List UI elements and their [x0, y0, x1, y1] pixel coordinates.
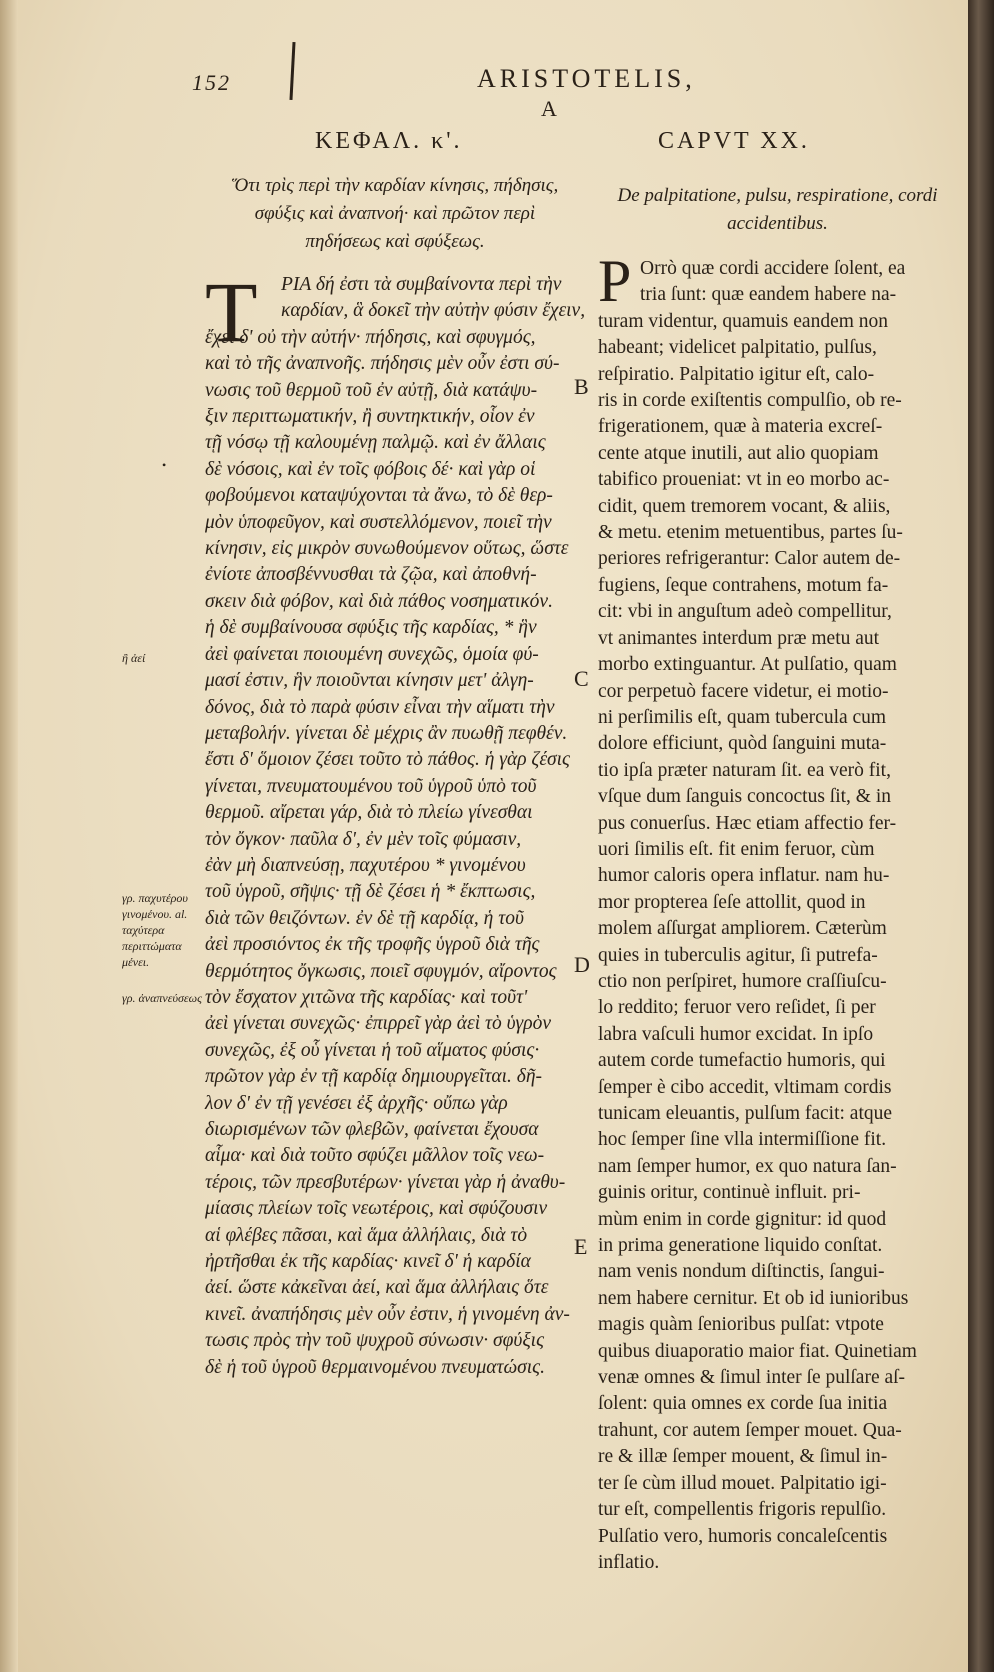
- text-line: κινεῖ. ἀναπήδησις μὲν οὖν ἐστιν, ἡ γινομένη ἀν-: [205, 1303, 570, 1325]
- summary-line: De palpitatione, pulsu, respiratione, cordi: [617, 185, 938, 206]
- text-line: ἔστι δ' ὅμοιον ζέσει τοῦτο τὸ πάθος. ἡ γὰρ ζέσις: [205, 749, 570, 771]
- side-letter-e: E: [574, 1234, 588, 1259]
- text-line: ξιν περιττωματικήν, ἢ συντηκτικήν, οἷον ἐν: [205, 406, 535, 428]
- book-edge: [968, 0, 994, 1672]
- text-line: habeant; videlicet palpitatio, pulſus,: [598, 337, 877, 359]
- text-line: ni perſimilis eſt, quam tubercula cum: [598, 706, 887, 728]
- text-line: ἡ δὲ συμβαίνουσα σφύξις τῆς καρδίας, * ἣν: [205, 617, 537, 639]
- text-line: ἔχει δ' οὐ τὴν αὐτήν· πήδησις, καὶ σφυγμός,: [205, 326, 536, 348]
- chapter-summary-latin: [610, 182, 945, 238]
- text-line: διὰ τῶν θειζόντων. ἐν δὲ τῇ καρδίᾳ, ἡ τοῦ: [205, 907, 524, 929]
- text-line: διωρισμένων τῶν φλεβῶν, φαίνεται ἔχουσα: [205, 1119, 539, 1140]
- text-line: trahunt, cor autem ſemper mouet. Qua-: [598, 1419, 902, 1441]
- side-letter-c: C: [574, 666, 589, 691]
- page-number: 152: [192, 70, 231, 95]
- text-line: uori ſimilis eſt. fit enim feruor, cùm: [598, 838, 875, 860]
- text-line: lo reddito; feruor vero reſidet, ſi per: [598, 997, 876, 1019]
- text-line: αἱ φλέβες πᾶσαι, καὶ ἅμα ἀλλήλαις, διὰ τὸ: [205, 1224, 528, 1246]
- drop-cap-latin: P: [598, 248, 632, 314]
- text-line: τῇ νόσῳ τῇ καλουμένῃ παλμῷ. καὶ ἐν ἄλλαις: [205, 432, 546, 454]
- text-line: σκειν διὰ φόβον, καὶ διὰ πάθος νοσηματικόν.: [205, 590, 553, 612]
- text-line: tur eſt, compellentis frigoris repulſio.: [598, 1499, 887, 1521]
- text-line: nem habere cernitur. Et ob id iunioribus: [598, 1287, 909, 1309]
- text-line: morbo extinguantur. At pulſatio, quam: [598, 654, 897, 676]
- text-line: vſque dum ſanguis concoctus ſit, & in: [598, 786, 892, 808]
- text-line: nam venis nondum diſtinctis, ſangui-: [598, 1261, 885, 1283]
- text-line: guinis oritur, continuè influit. pri-: [598, 1182, 861, 1204]
- text-line: fugiens, ſeque contrahens, motum fa-: [598, 574, 889, 596]
- text-line: ἀεὶ γίνεται συνεχῶς· ἐπιρρεῖ γὰρ ἀεὶ τὸ ὑγρὸν: [205, 1013, 552, 1035]
- margin-bullet: •: [162, 458, 167, 472]
- text-line: ἀεὶ προσιόντος ἐκ τῆς τροφῆς ὑγροῦ διὰ τῆς: [205, 934, 540, 956]
- text-line: νωσις τοῦ θερμοῦ τοῦ ἐν αὐτῇ, διὰ κατάψυ-: [205, 379, 538, 401]
- text-line: molem aſſurgat ampliorem. Cæterùm: [598, 918, 887, 940]
- text-line: τὸν ὄγκον· παῦλα δ', ἐν μὲν τοῖς φύμασιν,: [205, 828, 522, 850]
- text-line: μεταβολήν. γίνεται δὲ μέχρις ἂν πυωθῇ πεφθέν.: [205, 722, 568, 744]
- text-line: τωσις πρὸς τὴν τοῦ ψυχροῦ σύνωσιν· σφύξις: [205, 1330, 545, 1352]
- text-line: quies in tuberculis agitur, ſi putrefa-: [598, 944, 878, 966]
- header-rule: [289, 42, 295, 100]
- chapter-heading-latin: CAPVT XX.: [658, 128, 810, 154]
- text-line: ἀεὶ φαίνεται ποιουμένη συνεχῶς, ὁμοία φύ-: [205, 643, 539, 665]
- text-line: tio ipſa præter naturam ſit. ea verò fit,: [598, 759, 891, 781]
- text-line: vt animantes interdum præ metu aut: [598, 627, 880, 649]
- text-line: καρδίαν, ἃ δοκεῖ τὴν αὐτὴν φύσιν ἔχειν,: [281, 300, 586, 322]
- summary-line: πηδήσεως καὶ σφύξεως.: [305, 231, 485, 252]
- summary-line: accidentibus.: [727, 213, 828, 234]
- text-line: δὲ νόσοις, καὶ ἐν τοῖς φόβοις δέ· καὶ γὰρ οἱ: [205, 458, 536, 480]
- text-line: tria ſunt: quæ eandem habere na-: [640, 284, 897, 306]
- drop-cap-greek: T: [205, 264, 258, 360]
- text-line: cit: vbi in anguſtum adeò compellitur,: [598, 601, 892, 623]
- text-line: τέροις, τῶν πρεσβυτέρων· γίνεται γὰρ ἡ ἀναθυ-: [205, 1171, 566, 1193]
- text-line: nam ſemper humor, ex quo natura ſan-: [598, 1155, 897, 1177]
- text-line: re & illæ ſemper mouent, & ſimul in-: [598, 1446, 888, 1468]
- text-line: ris in corde exiſtentis compulſio, ob re-: [598, 390, 902, 412]
- text-line: τοῦ ὑγροῦ, σῆψις· τῇ δὲ ζέσει ἡ * ἔκπτωσις,: [205, 881, 536, 903]
- text-line: cente atque inutili, aut alio quopiam: [598, 442, 879, 464]
- text-line: reſpiratio. Palpitatio igitur eſt, calo-: [598, 363, 875, 385]
- text-line: γίνεται, πνευματουμένου τοῦ ὑγροῦ ὑπὸ τοῦ: [205, 775, 537, 797]
- text-line: φοβούμενοι καταψύχονται τὰ ἄνω, τὸ δὲ θερ-: [205, 485, 553, 507]
- text-line: & metu. etenim metuentibus, partes ſu-: [598, 522, 903, 544]
- text-line: ἐνίοτε ἀποσβέννυσθαι τὰ ζῷα, καὶ ἀποθνή-: [205, 564, 537, 586]
- text-line: δὲ ἡ τοῦ ὑγροῦ θερμαινομένου πνευματώσις.: [205, 1356, 545, 1378]
- text-line: in prima generatione liquido conſtat.: [598, 1235, 883, 1257]
- summary-line: Ὅτι τρὶς περὶ τὴν καρδίαν κίνησις, πήδησις,: [231, 175, 559, 196]
- margin-note: ἢ ἀεί: [122, 651, 146, 665]
- text-line: ἐὰν μὴ διαπνεύσῃ, παχυτέρου * γινομένου: [205, 854, 526, 876]
- text-line: Orrò quæ cordi accidere ſolent, ea: [640, 258, 906, 279]
- text-line: τὸν ἔσχατον χιτῶνα τῆς καρδίας· καὶ τοῦτ': [205, 986, 528, 1008]
- side-letter-d: D: [574, 952, 590, 977]
- text-line: labra vaſculi humor excidat. In ipſo: [598, 1023, 874, 1045]
- greek-text-column: [205, 264, 586, 1381]
- text-line: periores refrigerantur: Calor autem de-: [598, 548, 901, 570]
- chapter-summary-greek: [205, 172, 585, 256]
- text-line: μὸν ὑποφεῦγον, καὶ συστελλόμενον, ποιεῖ τὴν: [205, 511, 552, 533]
- text-line: δόνος, διὰ τὸ παρὰ φύσιν εἶναι τὴν αἵματι τὴν: [205, 696, 555, 718]
- text-line: turam videntur, quamuis eandem non: [598, 310, 889, 332]
- text-line: inflatio.: [598, 1551, 660, 1573]
- text-line: ter ſe cùm illud mouet. Palpitatio igi-: [598, 1472, 887, 1494]
- text-line: cidit, quem tremorem vocant, & aliis,: [598, 495, 891, 517]
- text-line: κίνησιν, εἰς μικρὸν συνωθούμενον οὕτως, ὥστε: [205, 538, 569, 560]
- text-line: πρῶτον γὰρ ἐν τῇ καρδίᾳ δημιουργεῖται. δῆ-: [205, 1066, 543, 1088]
- summary-line: σφύξις καὶ ἀναπνοή· καὶ πρῶτον περὶ: [254, 203, 536, 224]
- text-line: συνεχῶς, ἐξ οὗ γίνεται ἡ τοῦ αἵματος φύσις·: [205, 1039, 540, 1061]
- text-line: cor perpetuò facere videtur, ei motio-: [598, 680, 889, 702]
- text-line: θερμοῦ. αἴρεται γάρ, διὰ τὸ πλείω γίνεσθαι: [205, 802, 533, 824]
- section-letter-top: A: [541, 96, 557, 121]
- text-line: ἠρτῆσθαι ἐκ τῆς καρδίας· κινεῖ δ' ἡ καρδία: [205, 1251, 531, 1273]
- text-line: ſemper è cibo accedit, vltimam cordis: [598, 1076, 892, 1098]
- text-line: quibus diuaporatio maior fiat. Quinetiam: [598, 1340, 917, 1362]
- text-line: frigerationem, quæ à materia excreſ-: [598, 416, 883, 438]
- text-line: αἷμα· καὶ διὰ τοῦτο σφύζει μᾶλλον τοῖς νεω-: [205, 1145, 545, 1167]
- text-line: hoc ſemper ſine vlla intermiſſione fit.: [598, 1129, 887, 1151]
- text-line: autem corde tumefactio humoris, qui: [598, 1050, 886, 1072]
- text-line: ctio non perſpiret, humore craſſiuſcu-: [598, 970, 887, 992]
- text-line: θερμότητος ὄγκωσις, ποιεῖ σφυγμόν, αἴροντος: [205, 960, 557, 982]
- text-line: καὶ τὸ τῆς ἀναπνοῆς. πήδησις μὲν οὖν ἐστι σύ-: [205, 353, 560, 375]
- side-letter-b: B: [574, 374, 589, 399]
- chapter-heading-greek: ΚΕΦΑΛ. κ'.: [315, 128, 463, 154]
- text-line: magis quàm ſenioribus pulſat: vtpote: [598, 1314, 884, 1336]
- page-gutter: [0, 0, 18, 1672]
- text-line: humor caloris opera inflatur. nam hu-: [598, 865, 890, 887]
- text-line: dolore efficiunt, quòd ſanguini muta-: [598, 733, 887, 755]
- text-line: ΡΙΑ δή ἐστι τὰ συμβαίνοντα περὶ τὴν: [281, 274, 562, 295]
- text-line: tunicam eleuantis, pulſum facit: atque: [598, 1103, 893, 1124]
- text-line: ſolent: quia omnes ex corde ſua initia: [598, 1393, 888, 1415]
- margin-note: γρ. ἀναπνεύσεως: [122, 991, 202, 1005]
- text-line: pus conuerſus. Hæc etiam affectio fer-: [598, 812, 897, 834]
- text-line: ἀεί. ὥστε κἀκεῖναι ἀεί, καὶ ἅμα ἀλλήλαις ὅτε: [205, 1277, 549, 1299]
- running-head: ARISTOTELIS,: [477, 64, 696, 93]
- text-line: mor propterea ſeſe attollit, quod in: [598, 891, 866, 913]
- text-line: Pulſatio vero, humoris concaleſcentis: [598, 1525, 888, 1547]
- text-line: tabifico proueniat: vt in eo morbo ac-: [598, 469, 890, 491]
- text-line: venæ omnes & ſimul inter ſe pulſare aſ-: [598, 1367, 906, 1389]
- text-line: μίασις πλείων τοῖς νεωτέροις, καὶ σφύζουσιν: [205, 1198, 548, 1220]
- text-line: μασί ἐστιν, ἣν ποιοῦνται κίνησιν μετ' ἀλγη-: [205, 670, 534, 692]
- margin-note: γρ. παχυτέρου γινομένου. al. ταχύτερα περιττώματα μένει.: [122, 891, 188, 969]
- text-line: λον δ' ἐν τῇ γενέσει ἐξ ἀρχῆς· οὔπω γὰρ: [205, 1092, 508, 1114]
- latin-text-column: [598, 248, 948, 1576]
- text-line: mùm enim in corde gignitur: id quod: [598, 1208, 887, 1230]
